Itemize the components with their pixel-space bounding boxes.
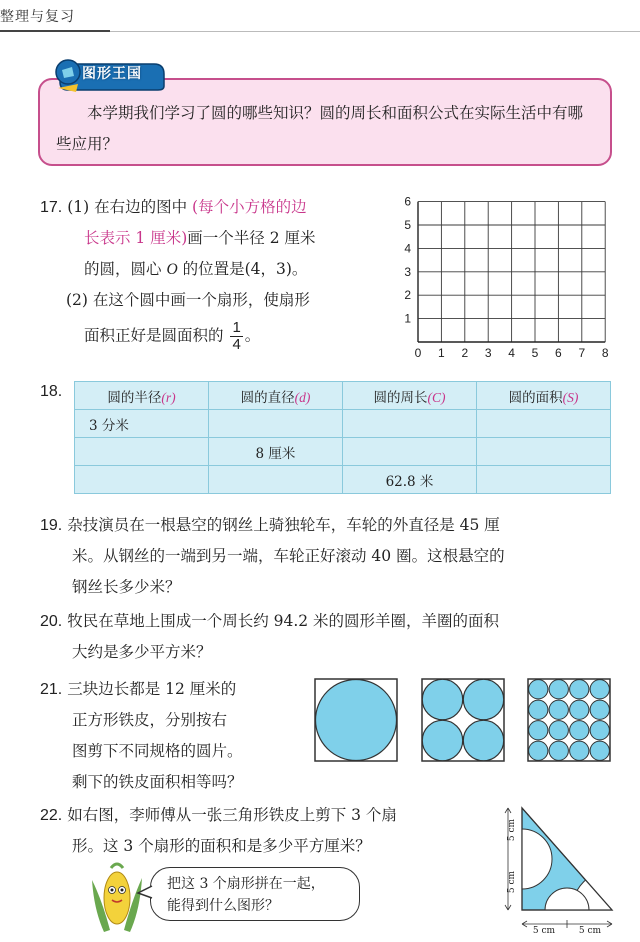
x-tick-label: 1 — [438, 346, 445, 360]
grid-lines — [418, 202, 605, 342]
bubble-line: 能得到什么图形？ — [167, 898, 279, 914]
table-cell — [477, 438, 611, 466]
small-circle — [549, 721, 568, 740]
small-circle — [590, 741, 609, 760]
x-tick-label: 8 — [601, 346, 609, 360]
q21 — [40, 674, 310, 798]
y-tick-label: 6 — [404, 196, 411, 209]
q19-line: 米。从钢丝的一端到另一端，车轮正好滚动 40 圈。这根悬空的 — [72, 547, 505, 565]
table-header-area: 圆的面积(S) — [477, 382, 611, 410]
x-tick-label: 0 — [414, 346, 422, 360]
q17-p2-end: 。 — [244, 326, 261, 345]
intro-text: 本学期我们学习了圆的哪些知识？圆的周长和面积公式在实际生活中有哪些应用？ — [56, 104, 584, 153]
bubble-line: 把这 3 个扇形拼在一起， — [167, 876, 325, 892]
q17-p1-d: 的位置是(4，3)。 — [182, 260, 308, 278]
q19-number: 19. — [40, 517, 63, 534]
square-sixteen-circles — [527, 678, 611, 762]
grid-y-ticks — [404, 196, 411, 326]
small-circle — [529, 680, 548, 699]
header-rule — [0, 30, 110, 32]
small-circle — [529, 700, 548, 719]
q17 — [40, 192, 410, 353]
coordinate-grid — [400, 196, 620, 362]
q17-p1-b: 画一个半径 2 厘米 — [187, 229, 316, 247]
x-tick-label: 7 — [578, 346, 586, 360]
q17-number: 17. — [40, 199, 63, 216]
x-tick-label: 2 — [461, 346, 469, 360]
header-rule-thin — [110, 31, 640, 32]
grid-x-ticks — [415, 346, 609, 360]
table-cell — [477, 410, 611, 438]
q17-p1-a: 在右边的图中 — [94, 198, 188, 216]
q20-number: 20. — [40, 613, 63, 630]
triangle-figure — [500, 800, 620, 934]
small-circle — [590, 680, 609, 699]
y-tick-label: 2 — [404, 288, 411, 303]
q18-number: 18. — [40, 383, 63, 400]
table-cell — [75, 438, 209, 466]
table-cell: 3 分米 — [75, 410, 209, 438]
q17-center-o: O — [166, 261, 178, 278]
y-tick-label: 4 — [404, 241, 411, 256]
q19 — [40, 510, 620, 603]
q19-line: 杂技演员在一根悬空的钢丝上骑独轮车，车轮的外直径是 45 厘 — [67, 516, 500, 534]
q21-line: 剩下的铁皮面积相等吗？ — [72, 773, 243, 791]
q19-line: 钢丝长多少米？ — [72, 578, 181, 596]
q17-p2-label: (2) — [66, 291, 88, 309]
table-header-diameter: 圆的直径(d) — [209, 382, 343, 410]
hint-speech-bubble — [150, 867, 360, 921]
table-cell — [477, 466, 611, 494]
dim-bottom-b: 5 cm — [578, 926, 602, 934]
dim-bottom-a: 5 cm — [532, 926, 556, 934]
table-header-row — [75, 382, 611, 410]
x-tick-label: 5 — [531, 346, 539, 360]
q21-line: 正方形铁皮，分别按右 — [72, 711, 228, 729]
q20 — [40, 606, 620, 668]
badge-label: 图形王国 — [82, 66, 142, 82]
q21-number: 21. — [40, 681, 63, 698]
x-tick-label: 3 — [484, 346, 492, 360]
table-row — [75, 438, 611, 466]
q17-note-b: 长表示 1 厘米) — [84, 229, 188, 247]
small-circle — [529, 741, 548, 760]
small-circle — [549, 680, 568, 699]
q17-p2-a: 在这个圆中画一个扇形，使扇形 — [92, 291, 310, 309]
y-tick-label: 5 — [404, 218, 411, 232]
small-circle — [570, 741, 589, 760]
table-cell — [209, 466, 343, 494]
table-cell: 62.8 米 — [343, 466, 477, 494]
small-circle — [590, 700, 609, 719]
q22 — [40, 800, 500, 862]
q17-p1-c: 的圆，圆心 — [84, 260, 162, 278]
y-tick-label: 3 — [404, 264, 411, 279]
q22-line: 如右图，李师傅从一张三角形铁皮上剪下 3 个扇 — [67, 806, 397, 824]
square-one-circle — [314, 678, 398, 762]
page-header-title: 整理与复习 — [0, 9, 75, 25]
q21-line: 三块边长都是 12 厘米的 — [67, 680, 237, 698]
q21-line: 图剪下不同规格的圆片。 — [72, 742, 243, 760]
small-circle — [549, 700, 568, 719]
q20-line: 大约是多少平方米？ — [72, 643, 212, 661]
small-circle — [570, 721, 589, 740]
bubble-tail — [136, 884, 154, 900]
dim-top: 5 cm — [507, 818, 517, 842]
y-tick-label: 1 — [404, 311, 411, 326]
dim-left: 5 cm — [507, 870, 517, 894]
small-circle — [570, 680, 589, 699]
fraction-numerator: 1 — [232, 319, 241, 336]
x-tick-label: 6 — [555, 346, 562, 360]
table-row — [75, 466, 611, 494]
table-header-radius: 圆的半径(r) — [75, 382, 209, 410]
small-circle — [529, 721, 548, 740]
small-circle — [590, 721, 609, 740]
q20-line: 牧民在草地上围成一个周长约 94.2 米的圆形羊圈，羊圈的面积 — [67, 612, 500, 630]
fraction-one-quarter — [230, 320, 242, 353]
table-cell — [343, 410, 477, 438]
q22-line: 形。这 3 个扇形的面积和是多少平方厘米？ — [72, 837, 371, 855]
table-cell — [343, 438, 477, 466]
table-row — [75, 410, 611, 438]
circle-table — [74, 381, 611, 494]
fraction-denominator: 4 — [232, 336, 241, 353]
q17-p2-b: 面积正好是圆面积的 — [84, 326, 224, 345]
table-cell: 8 厘米 — [209, 438, 343, 466]
table-cell — [209, 410, 343, 438]
table-header-circumference: 圆的周长(C) — [343, 382, 477, 410]
q17-note-a: (每个小方格的边 — [192, 198, 307, 216]
table-cell — [75, 466, 209, 494]
q22-number: 22. — [40, 807, 63, 824]
small-circle — [549, 741, 568, 760]
x-tick-label: 4 — [508, 346, 515, 360]
small-circle — [570, 700, 589, 719]
square-four-circles — [421, 678, 505, 762]
q17-p1-label: (1) — [67, 198, 90, 216]
